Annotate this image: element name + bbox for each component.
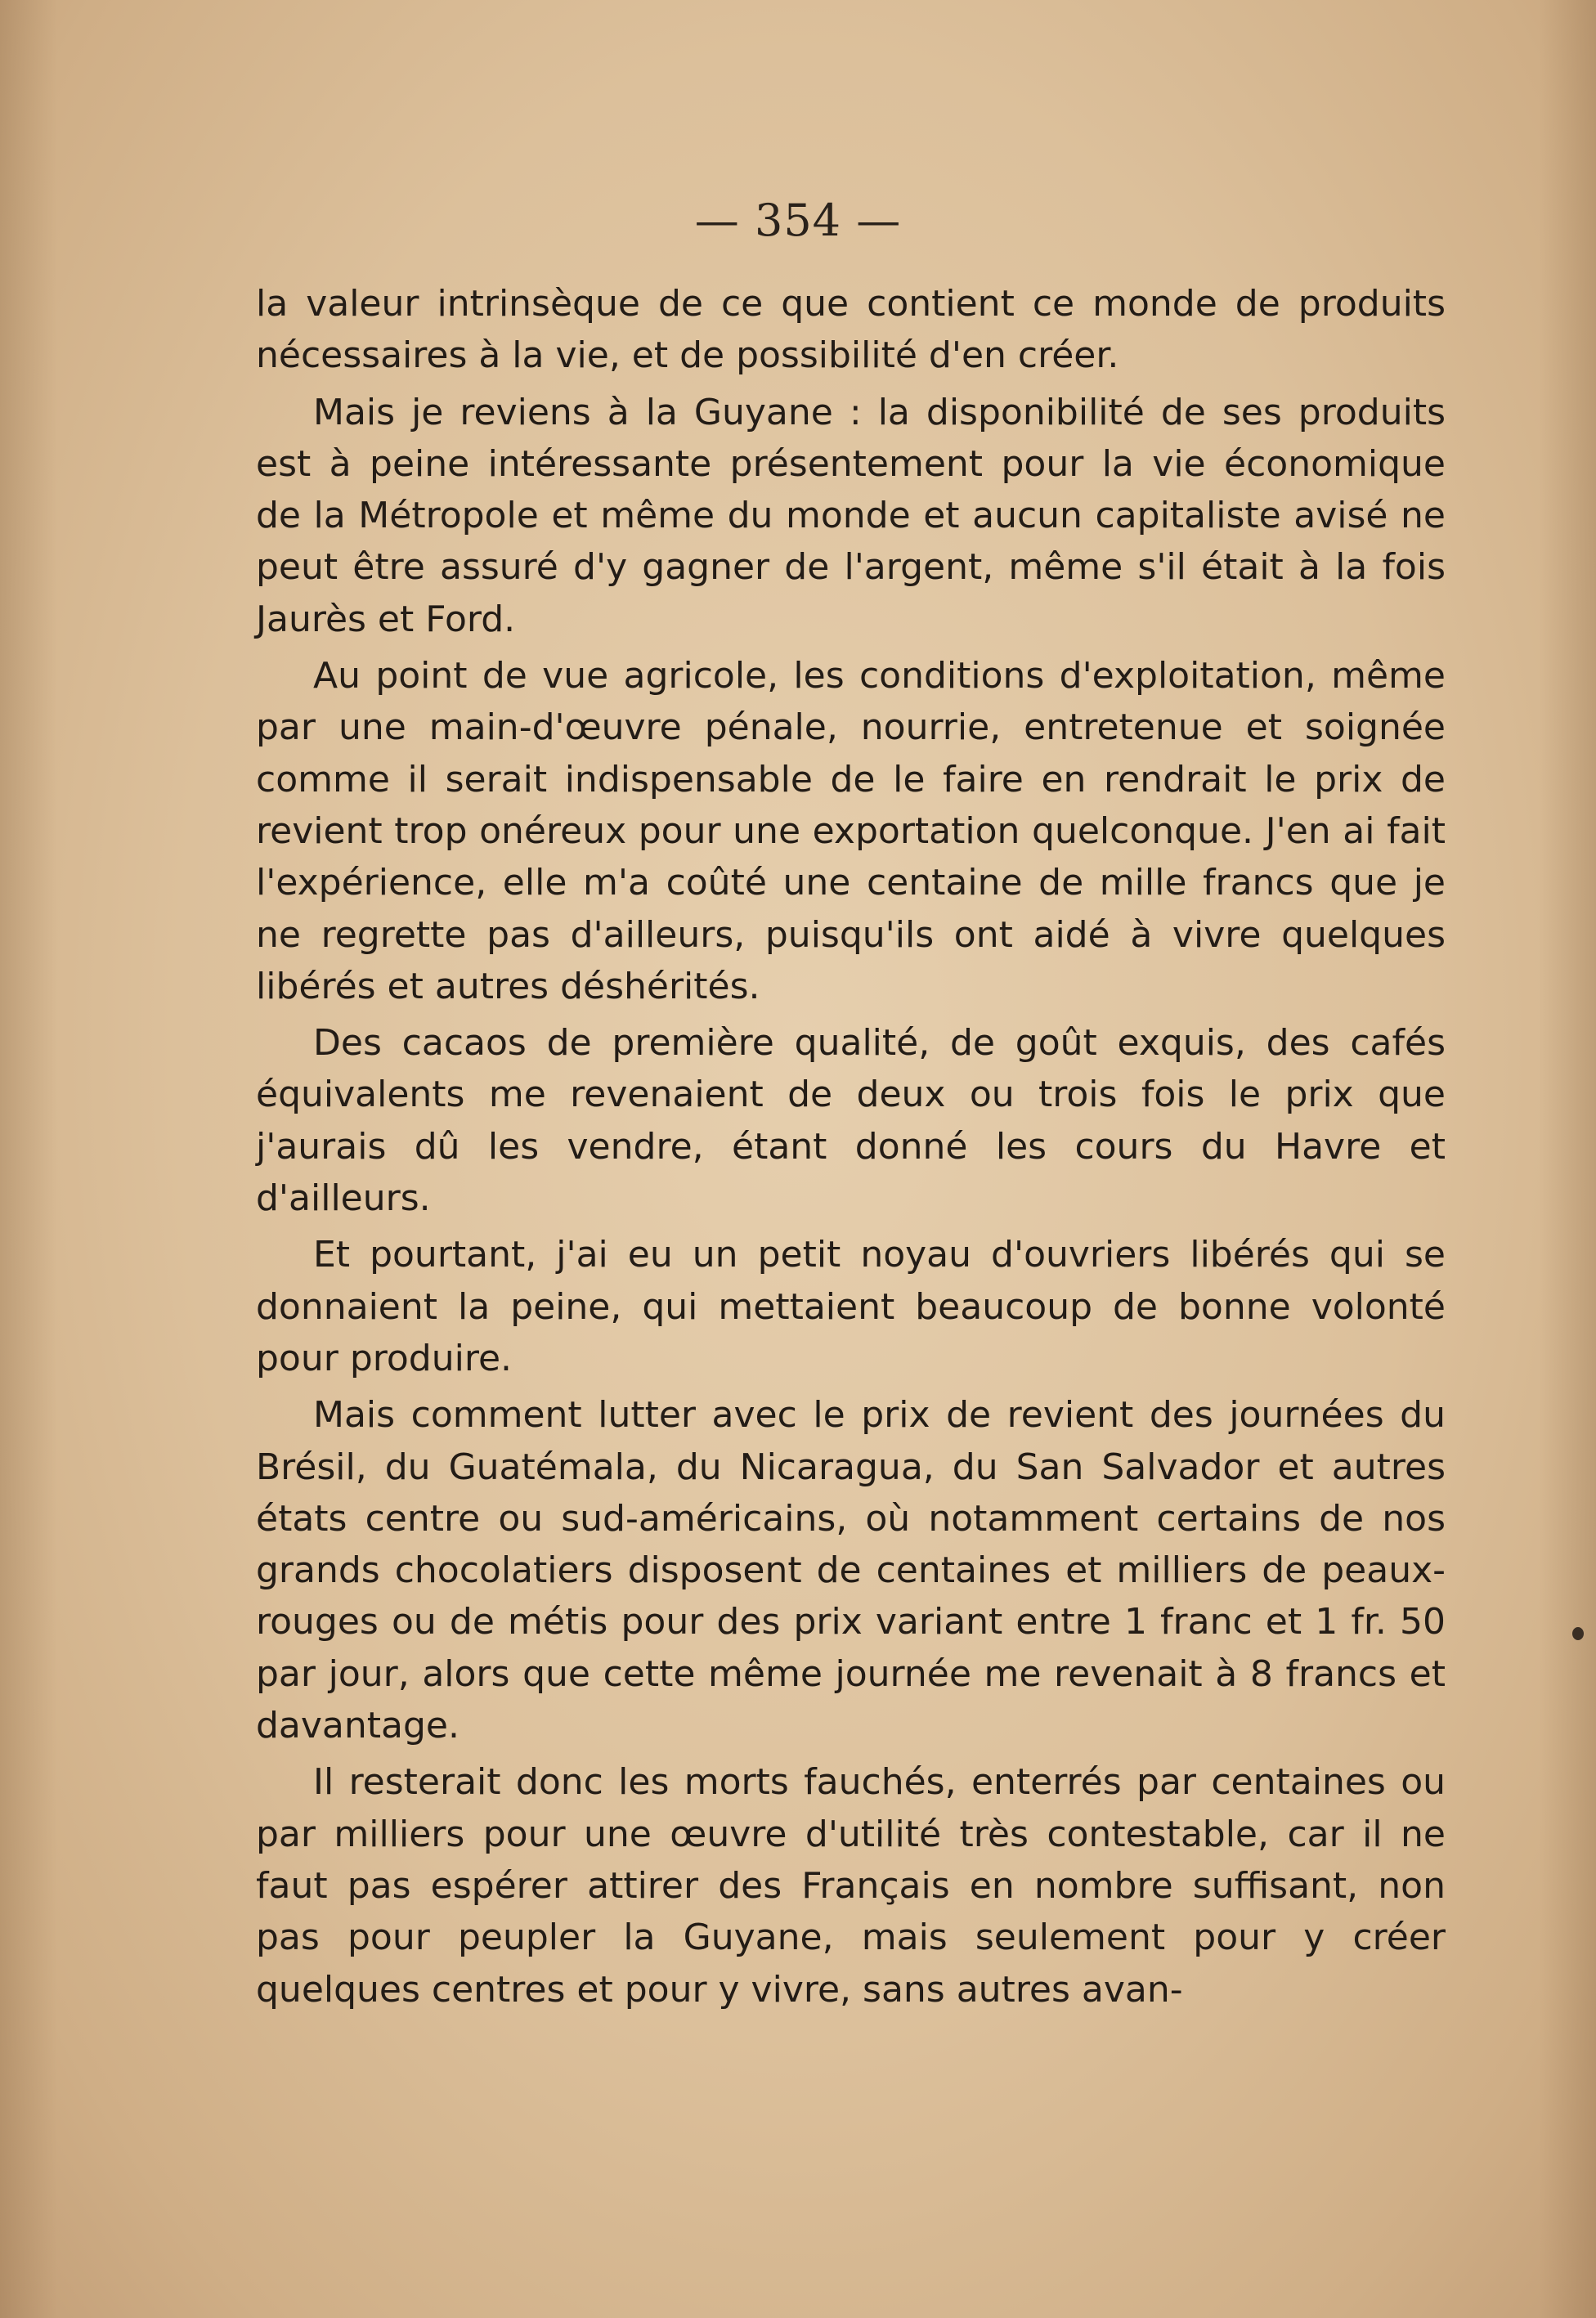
paragraph: Il resterait donc les morts fauchés, enterrés par centaines ou par milliers pour une œuvre d'utilité très contestable, car il ne faut pas espérer attirer des Français en nombre suffisant, non pas pour peupler la Guyane, mais seulement pour y créer quelques centres et pour y vivre, sans autres avan- [256,1761,1446,2011]
paragraph: la valeur intrinsèque de ce que contient ce monde de produits nécessaires à la vie, et de possibilité d'en créer. [256,283,1446,377]
paragraph: Des cacaos de première qualité, de goût exquis, des cafés équivalents me revenaient de deux ou trois fois le prix que j'aurais dû les vendre, étant donné les cours du Havre et d'ailleurs. [256,1022,1446,1220]
page-number: — 354 — [694,195,902,246]
page-edge-shadow-right [1539,0,1596,2318]
paragraph: Et pourtant, j'ai eu un petit noyau d'ouvriers libérés qui se donnaient la peine, qui mettaient beaucoup de bonne volonté pour produire. [256,1234,1446,1379]
ink-speck [1572,1627,1584,1640]
body-text [256,278,1446,2015]
page-edge-shadow-left [0,0,57,2318]
paragraph: Mais comment lutter avec le prix de revient des journées du Brésil, du Guatémala, du Nicaragua, du San Salvador et autres états centre ou sud-américains, où notamment certains de nos grands chocolatiers disposent de centaines et milliers de peaux-rouges ou de métis pour des prix variant entre 1 franc et 1 fr. 50 par jour, alors que cette même journée me revenait à 8 francs et davantage. [256,1394,1446,1747]
paragraph: Au point de vue agricole, les conditions d'exploitation, même par une main-d'œuvre pénale, nourrie, entretenue et soignée comme il serait indispensable de le faire en rendrait le prix de revient trop onéreux pour une exportation quelconque. J'en ai fait l'expérience, elle m'a coûté une centaine de mille francs que je ne regrette pas d'ailleurs, puisqu'ils ont aidé à vivre quelques libérés et autres déshérités. [256,655,1446,1007]
paragraph: Mais je reviens à la Guyane : la disponibilité de ses produits est à peine intéressante présentement pour la vie économique de la Métropole et même du monde et aucun capitaliste avisé ne peut être assuré d'y gagner de l'argent, même s'il était à la fois Jaurès et Ford. [256,391,1446,640]
